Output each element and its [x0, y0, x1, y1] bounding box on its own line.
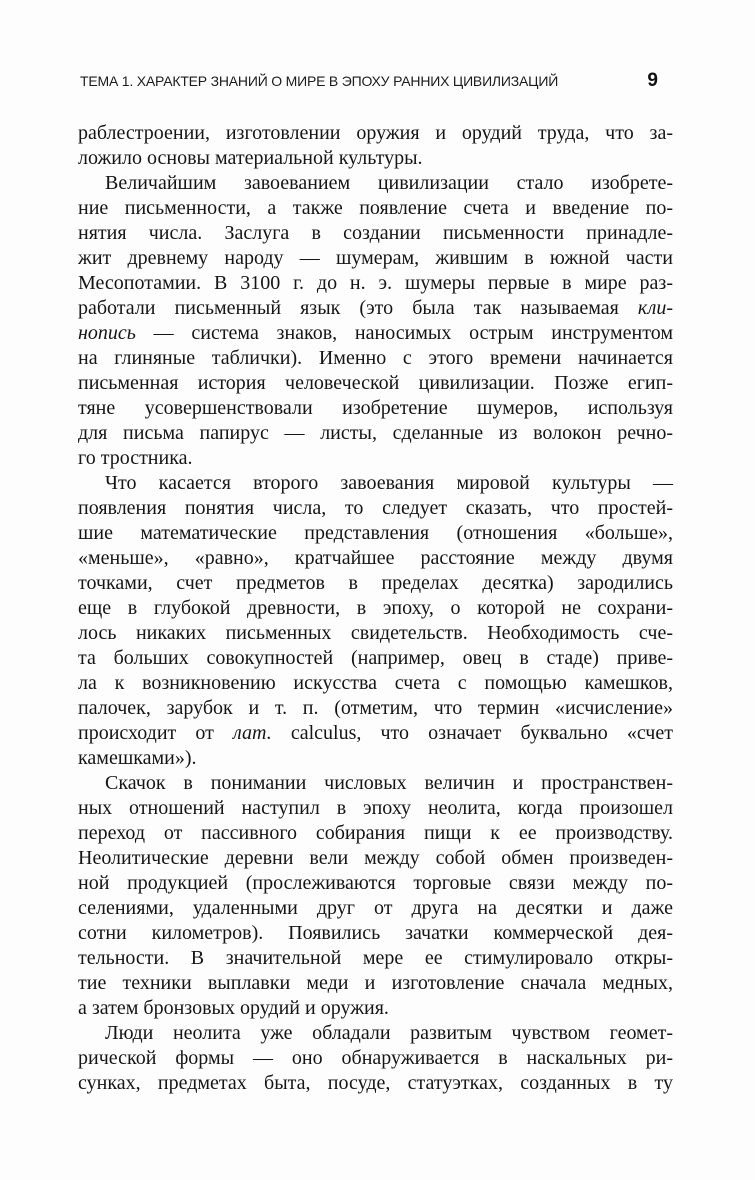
- text-line: [78, 596, 673, 621]
- text-segment: появления понятия числа, то следует сказать, что простей-: [78, 497, 673, 519]
- text-segment: го тростника.: [78, 447, 193, 469]
- paragraph: [78, 171, 673, 471]
- text-segment: раблестроении, изготовлении оружия и орудий труда, что за-: [78, 122, 673, 144]
- text-segment: на глиняные таблички). Именно с этого времени начинается: [78, 347, 673, 369]
- text-line: [78, 471, 673, 496]
- text-line: [78, 296, 673, 321]
- text-line: [78, 571, 673, 596]
- text-line: [78, 1021, 673, 1046]
- text-segment: — система знаков, наносимых острым инструментом: [135, 322, 673, 344]
- text-line: [78, 946, 673, 971]
- page-number: 9: [647, 70, 658, 91]
- text-segment: работали письменный язык (это была так называемая: [78, 297, 638, 319]
- text-line: [78, 921, 673, 946]
- text-line: [78, 171, 673, 196]
- text-line: [78, 646, 673, 671]
- text-segment: та больших совокупностей (например, овец в стаде) приве-: [78, 647, 673, 669]
- text-segment: тяне усовершенствовали изобретение шумеров, используя: [78, 397, 673, 419]
- text-line: [78, 221, 673, 246]
- text-line: [78, 746, 673, 771]
- text-segment: ной продукцией (прослеживаются торговые связи между по-: [78, 872, 673, 894]
- text-segment: ла к возникновению искусства счета с помощью камешков,: [78, 672, 673, 694]
- text-segment: Месопотамии. В 3100 г. до н. э. шумеры первые в мире раз-: [78, 272, 673, 294]
- paragraph: [78, 771, 673, 1021]
- paragraph: [78, 471, 673, 771]
- text-line: [78, 671, 673, 696]
- text-line: [78, 396, 673, 421]
- text-line: [78, 496, 673, 521]
- paragraph: [78, 1021, 673, 1096]
- text-segment: лось никаких письменных свидетельств. Необходимость сче-: [78, 622, 673, 644]
- text-segment: рической формы — оно обнаруживается в наскальных ри-: [78, 1047, 673, 1069]
- text-line: [78, 196, 673, 221]
- text-segment: для письма папирус — листы, сделанные из волокон речно-: [78, 422, 673, 444]
- text-segment: жит древнему народу — шумерам, жившим в южной части: [78, 247, 673, 269]
- italic-term: кли-: [637, 297, 673, 319]
- text-segment: Величайшим завоеванием цивилизации стало изобрете-: [105, 172, 673, 194]
- text-line: [78, 421, 673, 446]
- text-line: [78, 846, 673, 871]
- text-line: [78, 971, 673, 996]
- text-segment: Люди неолита уже обладали развитым чувством геомет-: [105, 1022, 673, 1044]
- text-segment: Что касается второго завоевания мировой культуры —: [105, 472, 673, 494]
- text-line: [78, 271, 673, 296]
- text-line: [78, 1071, 673, 1096]
- text-line: [78, 771, 673, 796]
- text-segment: тие техники выплавки меди и изготовление сначала медных,: [78, 972, 673, 994]
- text-segment: ложило основы материальной культуры.: [78, 147, 423, 169]
- text-segment: происходит от: [78, 722, 234, 744]
- text-segment: сотни километров). Появились зачатки коммерческой дея-: [78, 922, 673, 944]
- text-line: [78, 796, 673, 821]
- text-line: [78, 146, 673, 171]
- text-line: [78, 346, 673, 371]
- text-line: [78, 621, 673, 646]
- text-line: [78, 896, 673, 921]
- paragraph: [78, 121, 673, 171]
- text-line: [78, 521, 673, 546]
- text-segment: calculus, что означает буквально «счет: [271, 722, 673, 744]
- text-segment: камешками»).: [78, 747, 197, 769]
- text-line: [78, 821, 673, 846]
- text-segment: ние письменности, а также появление счета и введение по-: [78, 197, 673, 219]
- text-segment: «меньше», «равно», кратчайшее расстояние между двумя: [78, 547, 673, 569]
- text-segment: точками, счет предметов в пределах десятка) зародились: [78, 572, 673, 594]
- text-line: [78, 996, 673, 1021]
- text-segment: а затем бронзовых орудий и оружия.: [78, 997, 389, 1019]
- text-segment: еще в глубокой древности, в эпоху, о которой не сохрани-: [78, 597, 673, 619]
- text-line: [78, 246, 673, 271]
- text-segment: письменная история человеческой цивилизации. Позже егип-: [78, 372, 673, 394]
- italic-term: лат.: [233, 722, 272, 744]
- text-segment: нятия числа. Заслуга в создании письменности принадле-: [78, 222, 673, 244]
- text-segment: Скачок в понимании числовых величин и пространствен-: [105, 772, 673, 794]
- text-line: [78, 121, 673, 146]
- running-header: [80, 70, 675, 92]
- italic-term: нопись: [78, 322, 136, 344]
- text-line: [78, 1046, 673, 1071]
- text-line: [78, 871, 673, 896]
- text-segment: селениями, удаленными друг от друга на десятки и даже: [78, 897, 673, 919]
- text-line: [78, 696, 673, 721]
- text-line: [78, 321, 673, 346]
- text-segment: Неолитические деревни вели между собой обмен произведен-: [78, 847, 673, 869]
- text-block: [78, 121, 673, 1096]
- text-segment: ных отношений наступил в эпоху неолита, когда произошел: [78, 797, 673, 819]
- text-segment: сунках, предметах быта, посуде, статуэтках, созданных в ту: [78, 1072, 673, 1094]
- text-line: [78, 446, 673, 471]
- text-line: [78, 721, 673, 746]
- text-segment: переход от пассивного собирания пищи к ее производству.: [78, 822, 673, 844]
- text-segment: шие математические представления (отношения «больше»,: [78, 522, 673, 544]
- text-segment: палочек, зарубок и т. п. (отметим, что термин «исчисление»: [78, 697, 673, 719]
- text-segment: тельности. В значительной мере ее стимулировало откры-: [78, 947, 673, 969]
- text-line: [78, 371, 673, 396]
- chapter-title: ТЕМА 1. ХАРАКТЕР ЗНАНИЙ О МИРЕ В ЭПОХУ РАННИХ ЦИВИЛИЗАЦИЙ: [80, 73, 559, 89]
- text-line: [78, 546, 673, 571]
